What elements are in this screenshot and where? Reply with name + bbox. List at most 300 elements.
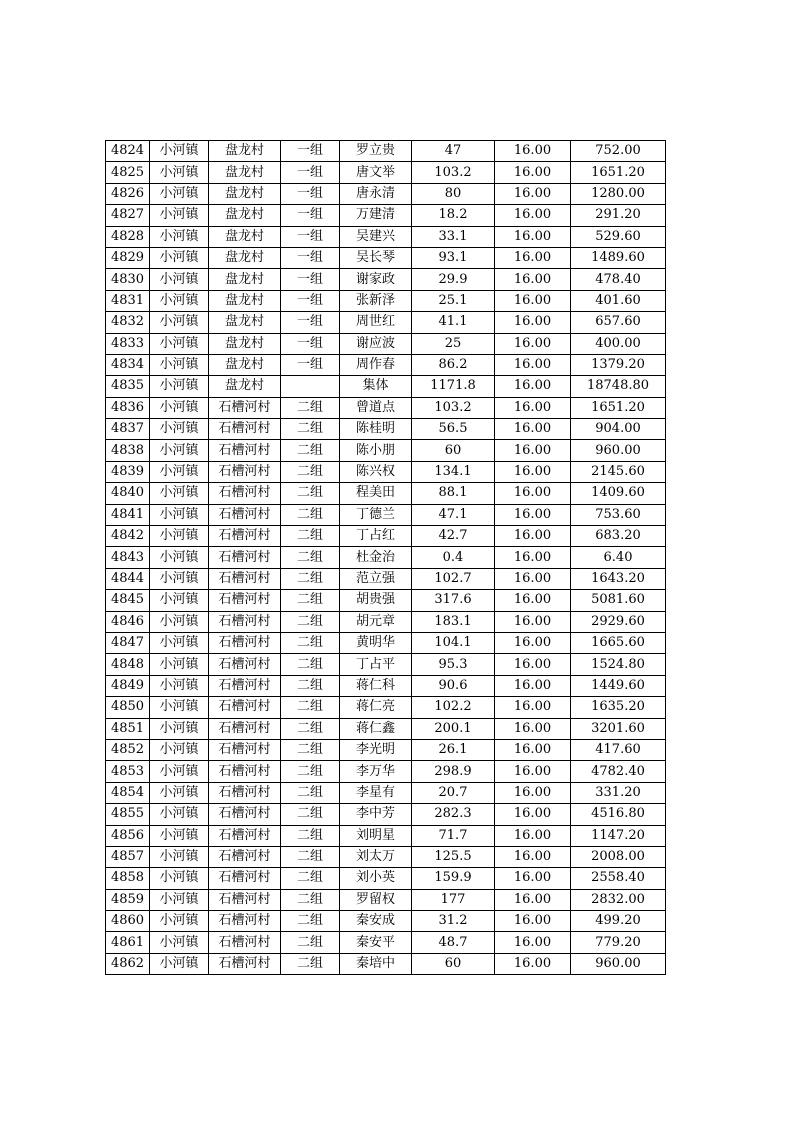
payment-table xyxy=(105,140,666,975)
unit-price-cell: 16.00 xyxy=(495,568,571,589)
row-number-cell: 4841 xyxy=(106,504,150,525)
unit-price-cell: 16.00 xyxy=(495,675,571,696)
row-number-cell: 4846 xyxy=(106,611,150,632)
name-cell: 周世红 xyxy=(340,312,412,333)
table-row xyxy=(106,333,666,354)
name-cell: 程美田 xyxy=(340,483,412,504)
table-row xyxy=(106,504,666,525)
unit-price-cell: 16.00 xyxy=(495,247,571,268)
unit-price-cell: 16.00 xyxy=(495,183,571,204)
name-cell: 周作春 xyxy=(340,354,412,375)
group-cell: 一组 xyxy=(281,162,340,183)
table-row xyxy=(106,911,666,932)
unit-price-cell: 16.00 xyxy=(495,269,571,290)
area-cell: 60 xyxy=(412,953,495,974)
name-cell: 吴建兴 xyxy=(340,226,412,247)
amount-cell: 400.00 xyxy=(571,333,666,354)
group-cell: 一组 xyxy=(281,290,340,311)
town-cell: 小河镇 xyxy=(150,526,209,547)
area-cell: 93.1 xyxy=(412,247,495,268)
name-cell: 秦安平 xyxy=(340,932,412,953)
table-body xyxy=(106,141,666,975)
table-row xyxy=(106,697,666,718)
village-cell: 石槽河村 xyxy=(209,611,281,632)
amount-cell: 779.20 xyxy=(571,932,666,953)
name-cell: 蒋仁科 xyxy=(340,675,412,696)
group-cell: 二组 xyxy=(281,654,340,675)
group-cell: 二组 xyxy=(281,718,340,739)
row-number-cell: 4829 xyxy=(106,247,150,268)
unit-price-cell: 16.00 xyxy=(495,632,571,653)
group-cell: 二组 xyxy=(281,590,340,611)
unit-price-cell: 16.00 xyxy=(495,547,571,568)
table-row xyxy=(106,611,666,632)
town-cell: 小河镇 xyxy=(150,354,209,375)
amount-cell: 1147.20 xyxy=(571,825,666,846)
town-cell: 小河镇 xyxy=(150,141,209,162)
amount-cell: 1280.00 xyxy=(571,183,666,204)
amount-cell: 4782.40 xyxy=(571,761,666,782)
row-number-cell: 4840 xyxy=(106,483,150,504)
table-row xyxy=(106,761,666,782)
village-cell: 石槽河村 xyxy=(209,953,281,974)
unit-price-cell: 16.00 xyxy=(495,654,571,675)
town-cell: 小河镇 xyxy=(150,290,209,311)
area-cell: 90.6 xyxy=(412,675,495,696)
amount-cell: 683.20 xyxy=(571,526,666,547)
amount-cell: 904.00 xyxy=(571,419,666,440)
name-cell: 李光明 xyxy=(340,739,412,760)
unit-price-cell: 16.00 xyxy=(495,483,571,504)
name-cell: 曾道点 xyxy=(340,397,412,418)
group-cell: 二组 xyxy=(281,804,340,825)
area-cell: 41.1 xyxy=(412,312,495,333)
area-cell: 56.5 xyxy=(412,419,495,440)
village-cell: 盘龙村 xyxy=(209,183,281,204)
village-cell: 石槽河村 xyxy=(209,440,281,461)
row-number-cell: 4837 xyxy=(106,419,150,440)
name-cell: 谢应波 xyxy=(340,333,412,354)
amount-cell: 478.40 xyxy=(571,269,666,290)
unit-price-cell: 16.00 xyxy=(495,590,571,611)
amount-cell: 1379.20 xyxy=(571,354,666,375)
amount-cell: 5081.60 xyxy=(571,590,666,611)
amount-cell: 529.60 xyxy=(571,226,666,247)
area-cell: 80 xyxy=(412,183,495,204)
unit-price-cell: 16.00 xyxy=(495,932,571,953)
area-cell: 317.6 xyxy=(412,590,495,611)
amount-cell: 2008.00 xyxy=(571,846,666,867)
village-cell: 盘龙村 xyxy=(209,376,281,397)
unit-price-cell: 16.00 xyxy=(495,526,571,547)
group-cell: 二组 xyxy=(281,825,340,846)
row-number-cell: 4835 xyxy=(106,376,150,397)
town-cell: 小河镇 xyxy=(150,804,209,825)
village-cell: 石槽河村 xyxy=(209,504,281,525)
village-cell: 石槽河村 xyxy=(209,590,281,611)
unit-price-cell: 16.00 xyxy=(495,739,571,760)
town-cell: 小河镇 xyxy=(150,226,209,247)
village-cell: 石槽河村 xyxy=(209,739,281,760)
table-row xyxy=(106,290,666,311)
table-row xyxy=(106,440,666,461)
village-cell: 石槽河村 xyxy=(209,419,281,440)
name-cell: 唐文举 xyxy=(340,162,412,183)
table-row xyxy=(106,889,666,910)
group-cell: 二组 xyxy=(281,568,340,589)
area-cell: 0.4 xyxy=(412,547,495,568)
table-row xyxy=(106,205,666,226)
town-cell: 小河镇 xyxy=(150,868,209,889)
village-cell: 盘龙村 xyxy=(209,141,281,162)
village-cell: 石槽河村 xyxy=(209,846,281,867)
name-cell: 陈小朋 xyxy=(340,440,412,461)
group-cell: 一组 xyxy=(281,226,340,247)
group-cell: 二组 xyxy=(281,889,340,910)
table-row xyxy=(106,419,666,440)
group-cell: 二组 xyxy=(281,675,340,696)
unit-price-cell: 16.00 xyxy=(495,376,571,397)
row-number-cell: 4839 xyxy=(106,461,150,482)
amount-cell: 1524.80 xyxy=(571,654,666,675)
area-cell: 47.1 xyxy=(412,504,495,525)
area-cell: 95.3 xyxy=(412,654,495,675)
village-cell: 盘龙村 xyxy=(209,205,281,226)
village-cell: 盘龙村 xyxy=(209,269,281,290)
unit-price-cell: 16.00 xyxy=(495,825,571,846)
unit-price-cell: 16.00 xyxy=(495,205,571,226)
town-cell: 小河镇 xyxy=(150,269,209,290)
group-cell: 二组 xyxy=(281,419,340,440)
area-cell: 134.1 xyxy=(412,461,495,482)
group-cell: 二组 xyxy=(281,911,340,932)
village-cell: 石槽河村 xyxy=(209,675,281,696)
amount-cell: 4516.80 xyxy=(571,804,666,825)
group-cell: 二组 xyxy=(281,611,340,632)
group-cell: 一组 xyxy=(281,269,340,290)
row-number-cell: 4834 xyxy=(106,354,150,375)
town-cell: 小河镇 xyxy=(150,333,209,354)
table-row xyxy=(106,547,666,568)
group-cell: 一组 xyxy=(281,141,340,162)
unit-price-cell: 16.00 xyxy=(495,226,571,247)
group-cell: 二组 xyxy=(281,632,340,653)
area-cell: 47 xyxy=(412,141,495,162)
area-cell: 298.9 xyxy=(412,761,495,782)
table-row xyxy=(106,782,666,803)
table-row xyxy=(106,312,666,333)
unit-price-cell: 16.00 xyxy=(495,419,571,440)
row-number-cell: 4860 xyxy=(106,911,150,932)
row-number-cell: 4859 xyxy=(106,889,150,910)
row-number-cell: 4830 xyxy=(106,269,150,290)
amount-cell: 291.20 xyxy=(571,205,666,226)
unit-price-cell: 16.00 xyxy=(495,504,571,525)
unit-price-cell: 16.00 xyxy=(495,911,571,932)
town-cell: 小河镇 xyxy=(150,547,209,568)
area-cell: 159.9 xyxy=(412,868,495,889)
unit-price-cell: 16.00 xyxy=(495,397,571,418)
town-cell: 小河镇 xyxy=(150,739,209,760)
table-row xyxy=(106,654,666,675)
table-row xyxy=(106,804,666,825)
name-cell: 秦安成 xyxy=(340,911,412,932)
village-cell: 石槽河村 xyxy=(209,568,281,589)
amount-cell: 752.00 xyxy=(571,141,666,162)
village-cell: 盘龙村 xyxy=(209,333,281,354)
group-cell: 二组 xyxy=(281,739,340,760)
group-cell: 二组 xyxy=(281,932,340,953)
village-cell: 石槽河村 xyxy=(209,654,281,675)
group-cell: 二组 xyxy=(281,483,340,504)
name-cell: 吴长琴 xyxy=(340,247,412,268)
group-cell: 二组 xyxy=(281,440,340,461)
amount-cell: 1643.20 xyxy=(571,568,666,589)
town-cell: 小河镇 xyxy=(150,889,209,910)
row-number-cell: 4827 xyxy=(106,205,150,226)
amount-cell: 1409.60 xyxy=(571,483,666,504)
village-cell: 盘龙村 xyxy=(209,162,281,183)
area-cell: 104.1 xyxy=(412,632,495,653)
group-cell: 二组 xyxy=(281,526,340,547)
village-cell: 盘龙村 xyxy=(209,226,281,247)
table-row xyxy=(106,868,666,889)
area-cell: 33.1 xyxy=(412,226,495,247)
amount-cell: 18748.80 xyxy=(571,376,666,397)
table-row xyxy=(106,247,666,268)
group-cell: 二组 xyxy=(281,547,340,568)
town-cell: 小河镇 xyxy=(150,697,209,718)
village-cell: 盘龙村 xyxy=(209,247,281,268)
town-cell: 小河镇 xyxy=(150,911,209,932)
town-cell: 小河镇 xyxy=(150,461,209,482)
amount-cell: 6.40 xyxy=(571,547,666,568)
town-cell: 小河镇 xyxy=(150,761,209,782)
area-cell: 125.5 xyxy=(412,846,495,867)
area-cell: 48.7 xyxy=(412,932,495,953)
row-number-cell: 4833 xyxy=(106,333,150,354)
town-cell: 小河镇 xyxy=(150,162,209,183)
town-cell: 小河镇 xyxy=(150,568,209,589)
group-cell: 一组 xyxy=(281,354,340,375)
group-cell: 一组 xyxy=(281,205,340,226)
group-cell: 一组 xyxy=(281,312,340,333)
table-row xyxy=(106,932,666,953)
row-number-cell: 4825 xyxy=(106,162,150,183)
amount-cell: 499.20 xyxy=(571,911,666,932)
town-cell: 小河镇 xyxy=(150,312,209,333)
area-cell: 102.2 xyxy=(412,697,495,718)
row-number-cell: 4838 xyxy=(106,440,150,461)
name-cell: 范立强 xyxy=(340,568,412,589)
group-cell: 二组 xyxy=(281,846,340,867)
area-cell: 102.7 xyxy=(412,568,495,589)
village-cell: 石槽河村 xyxy=(209,632,281,653)
name-cell: 唐永清 xyxy=(340,183,412,204)
village-cell: 盘龙村 xyxy=(209,312,281,333)
village-cell: 石槽河村 xyxy=(209,397,281,418)
table-row xyxy=(106,483,666,504)
unit-price-cell: 16.00 xyxy=(495,440,571,461)
name-cell: 丁占红 xyxy=(340,526,412,547)
table-row xyxy=(106,739,666,760)
town-cell: 小河镇 xyxy=(150,846,209,867)
village-cell: 石槽河村 xyxy=(209,461,281,482)
group-cell: 二组 xyxy=(281,782,340,803)
area-cell: 177 xyxy=(412,889,495,910)
name-cell: 张新泽 xyxy=(340,290,412,311)
table-row xyxy=(106,846,666,867)
name-cell: 集体 xyxy=(340,376,412,397)
amount-cell: 753.60 xyxy=(571,504,666,525)
unit-price-cell: 16.00 xyxy=(495,782,571,803)
table-row xyxy=(106,376,666,397)
name-cell: 陈桂明 xyxy=(340,419,412,440)
village-cell: 石槽河村 xyxy=(209,483,281,504)
town-cell: 小河镇 xyxy=(150,632,209,653)
unit-price-cell: 16.00 xyxy=(495,312,571,333)
town-cell: 小河镇 xyxy=(150,675,209,696)
amount-cell: 1651.20 xyxy=(571,397,666,418)
amount-cell: 417.60 xyxy=(571,739,666,760)
row-number-cell: 4832 xyxy=(106,312,150,333)
amount-cell: 960.00 xyxy=(571,440,666,461)
row-number-cell: 4831 xyxy=(106,290,150,311)
town-cell: 小河镇 xyxy=(150,183,209,204)
area-cell: 25 xyxy=(412,333,495,354)
town-cell: 小河镇 xyxy=(150,611,209,632)
unit-price-cell: 16.00 xyxy=(495,697,571,718)
amount-cell: 2929.60 xyxy=(571,611,666,632)
town-cell: 小河镇 xyxy=(150,247,209,268)
name-cell: 刘太万 xyxy=(340,846,412,867)
area-cell: 29.9 xyxy=(412,269,495,290)
area-cell: 26.1 xyxy=(412,739,495,760)
row-number-cell: 4843 xyxy=(106,547,150,568)
group-cell: 二组 xyxy=(281,397,340,418)
row-number-cell: 4853 xyxy=(106,761,150,782)
row-number-cell: 4861 xyxy=(106,932,150,953)
row-number-cell: 4854 xyxy=(106,782,150,803)
table-row xyxy=(106,718,666,739)
area-cell: 18.2 xyxy=(412,205,495,226)
table-row xyxy=(106,162,666,183)
area-cell: 71.7 xyxy=(412,825,495,846)
unit-price-cell: 16.00 xyxy=(495,333,571,354)
name-cell: 万建清 xyxy=(340,205,412,226)
row-number-cell: 4826 xyxy=(106,183,150,204)
table-row xyxy=(106,568,666,589)
name-cell: 谢家政 xyxy=(340,269,412,290)
table-row xyxy=(106,953,666,974)
town-cell: 小河镇 xyxy=(150,953,209,974)
amount-cell: 1651.20 xyxy=(571,162,666,183)
unit-price-cell: 16.00 xyxy=(495,354,571,375)
name-cell: 丁占平 xyxy=(340,654,412,675)
name-cell: 罗立贵 xyxy=(340,141,412,162)
group-cell: 一组 xyxy=(281,247,340,268)
row-number-cell: 4856 xyxy=(106,825,150,846)
name-cell: 黄明华 xyxy=(340,632,412,653)
town-cell: 小河镇 xyxy=(150,782,209,803)
name-cell: 刘明星 xyxy=(340,825,412,846)
town-cell: 小河镇 xyxy=(150,376,209,397)
row-number-cell: 4828 xyxy=(106,226,150,247)
village-cell: 石槽河村 xyxy=(209,526,281,547)
village-cell: 石槽河村 xyxy=(209,718,281,739)
town-cell: 小河镇 xyxy=(150,718,209,739)
row-number-cell: 4848 xyxy=(106,654,150,675)
group-cell: 二组 xyxy=(281,761,340,782)
area-cell: 88.1 xyxy=(412,483,495,504)
table-row xyxy=(106,226,666,247)
village-cell: 石槽河村 xyxy=(209,868,281,889)
amount-cell: 1665.60 xyxy=(571,632,666,653)
village-cell: 石槽河村 xyxy=(209,889,281,910)
group-cell: 一组 xyxy=(281,333,340,354)
town-cell: 小河镇 xyxy=(150,440,209,461)
unit-price-cell: 16.00 xyxy=(495,761,571,782)
village-cell: 石槽河村 xyxy=(209,932,281,953)
table-row xyxy=(106,397,666,418)
amount-cell: 960.00 xyxy=(571,953,666,974)
village-cell: 盘龙村 xyxy=(209,290,281,311)
village-cell: 石槽河村 xyxy=(209,761,281,782)
name-cell: 秦培中 xyxy=(340,953,412,974)
name-cell: 胡元章 xyxy=(340,611,412,632)
name-cell: 丁德兰 xyxy=(340,504,412,525)
unit-price-cell: 16.00 xyxy=(495,718,571,739)
amount-cell: 2558.40 xyxy=(571,868,666,889)
area-cell: 282.3 xyxy=(412,804,495,825)
table-row xyxy=(106,632,666,653)
village-cell: 石槽河村 xyxy=(209,782,281,803)
name-cell: 李万华 xyxy=(340,761,412,782)
unit-price-cell: 16.00 xyxy=(495,804,571,825)
amount-cell: 2832.00 xyxy=(571,889,666,910)
name-cell: 刘小英 xyxy=(340,868,412,889)
table-row xyxy=(106,675,666,696)
town-cell: 小河镇 xyxy=(150,205,209,226)
area-cell: 20.7 xyxy=(412,782,495,803)
area-cell: 103.2 xyxy=(412,397,495,418)
town-cell: 小河镇 xyxy=(150,825,209,846)
group-cell: 二组 xyxy=(281,697,340,718)
table-row xyxy=(106,354,666,375)
row-number-cell: 4855 xyxy=(106,804,150,825)
town-cell: 小河镇 xyxy=(150,654,209,675)
row-number-cell: 4842 xyxy=(106,526,150,547)
unit-price-cell: 16.00 xyxy=(495,889,571,910)
name-cell: 蒋仁亮 xyxy=(340,697,412,718)
amount-cell: 2145.60 xyxy=(571,461,666,482)
row-number-cell: 4836 xyxy=(106,397,150,418)
town-cell: 小河镇 xyxy=(150,419,209,440)
row-number-cell: 4851 xyxy=(106,718,150,739)
row-number-cell: 4862 xyxy=(106,953,150,974)
unit-price-cell: 16.00 xyxy=(495,868,571,889)
town-cell: 小河镇 xyxy=(150,932,209,953)
unit-price-cell: 16.00 xyxy=(495,141,571,162)
row-number-cell: 4850 xyxy=(106,697,150,718)
village-cell: 石槽河村 xyxy=(209,911,281,932)
town-cell: 小河镇 xyxy=(150,504,209,525)
group-cell: 二组 xyxy=(281,504,340,525)
name-cell: 胡贵强 xyxy=(340,590,412,611)
table-row xyxy=(106,590,666,611)
area-cell: 86.2 xyxy=(412,354,495,375)
name-cell: 蒋仁鑫 xyxy=(340,718,412,739)
